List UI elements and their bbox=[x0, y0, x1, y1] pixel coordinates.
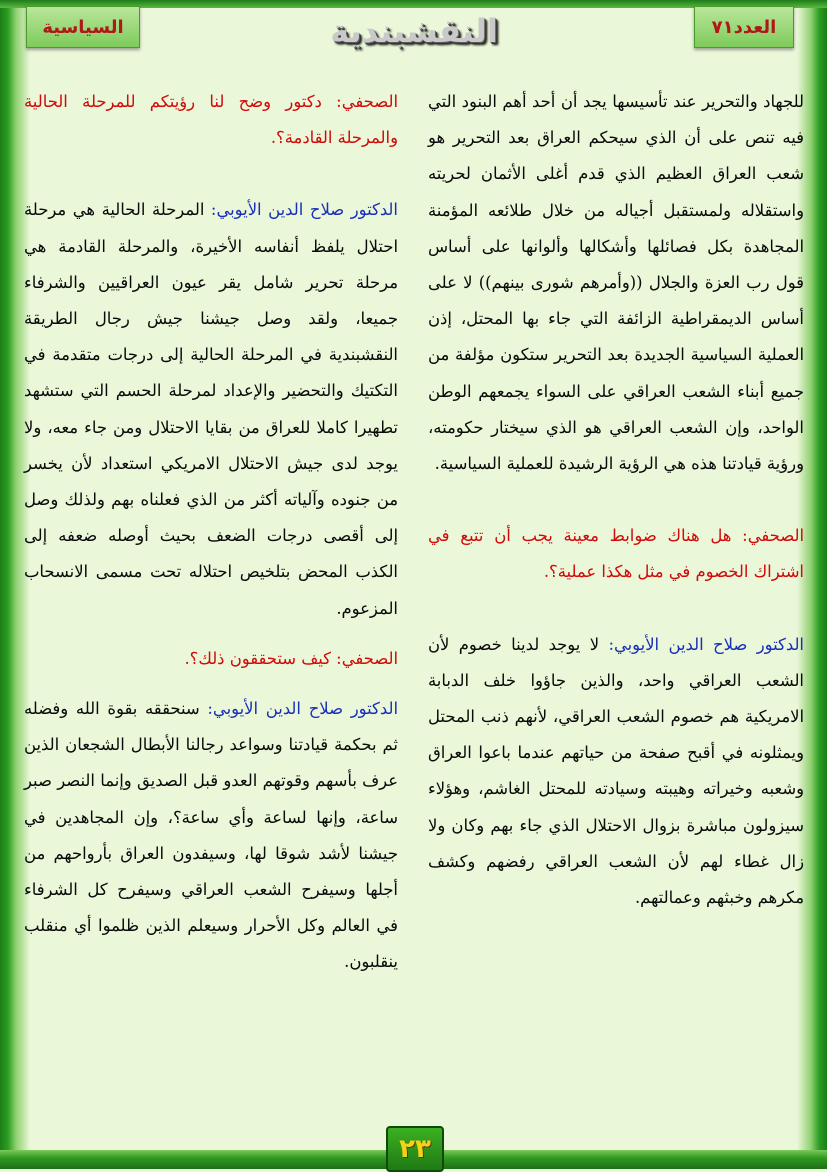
section-tab bbox=[26, 6, 140, 48]
answer-paragraph bbox=[24, 192, 398, 626]
interviewer-question: الصحفي: دكتور وضح لنا رؤيتكم للمرحلة الحالية والمرحلة القادمة؟. bbox=[24, 92, 398, 148]
interviewer-question: الصحفي: هل هناك ضوابط معينة يجب أن تتبع في اشتراك الخصوم في مثل هكذا عملية؟. bbox=[428, 526, 804, 582]
speaker-name: الدكتور صلاح الدين الأيوبي: bbox=[210, 200, 398, 220]
answer-text: سنحققه بقوة الله وفضله ثم بحكمة قيادتنا وسواعد رجالنا الأبطال الشجعان الذين عرف بأسهم وقوتهم العدو قبل الصديق وإنما النصر صبر ساعة، وإنها لساعة وأي ساعة؟، وإن المجاهدين في جيشنا لأشد شوقا لها، وسيفدون العراق بأرواحهم من أجلها وسيفرح الشعب العراقي وسيفرح كل الشرفاء في العالم وكل الأحرار وسيعلم الذين ظلموا أي منقلب ينقلبون. bbox=[24, 699, 398, 972]
speaker-name: الدكتور صلاح الدين الأيوبي: bbox=[207, 699, 398, 719]
section-label: السياسية bbox=[42, 16, 124, 38]
spacer bbox=[428, 591, 804, 627]
interviewer-question: الصحفي: كيف ستحققون ذلك؟. bbox=[184, 648, 398, 668]
issue-label: العدد٧١ bbox=[711, 16, 777, 38]
answer-paragraph bbox=[428, 627, 804, 917]
page-number-badge bbox=[386, 1126, 444, 1172]
spacer bbox=[24, 627, 398, 641]
magazine-title: النقشبندية bbox=[330, 12, 498, 50]
spacer bbox=[24, 677, 398, 691]
answer-text: المرحلة الحالية هي مرحلة احتلال يلفظ أنفاسه الأخيرة، والمرحلة القادمة هي مرحلة تحرير شامل يقر عيون العراقيين والشرفاء جميعا، ولقد وصل جيشنا جيش رجال الطريقة النقشبندية في المرحلة الحالية إلى درجات متقدمة في التكتيك والتحضير والإعداد لمرحلة الحسم التي ستشهد تطهيرا كاملا للعراق من بقايا الاحتلال ومن جاء معه، ولا يوجد لدى جيش الاحتلال الامريكي استعداد لأن يخسر من جنوده وآلياته أكثر من الذي فعلناه بهم ولذلك وصل إلى أقصى درجات الضعف بحيث أوصله ضعفه إلى الكذب المحض بتلخيص احتلاله تحت مسمى الانسحاب المزعوم. bbox=[24, 200, 398, 618]
spacer bbox=[428, 482, 804, 518]
issue-tab bbox=[694, 6, 794, 48]
right-column bbox=[428, 84, 804, 916]
answer-paragraph bbox=[24, 691, 398, 981]
left-column bbox=[24, 84, 398, 981]
spacer bbox=[24, 156, 398, 192]
answer-text: لا يوجد لدينا خصوم لأن الشعب العراقي واحد، والذين جاؤوا خلف الدبابة الامريكية هم خصوم الشعب العراقي، لأنهم ذنب المحتل ويمثلونه في أقبح صفحة من حياتهم عندما باعوا العراق وشعبه وخيراته وهيبته وسيادته للمحتل الغاشم، وهؤلاء سيزولون مباشرة بزوال الاحتلال الذي جاء بهم وكان ولا زال غطاء لهم لأن الشعب العراقي رفضهم وكشف مكرهم وخبثهم وعمالتهم. bbox=[428, 634, 804, 908]
masthead bbox=[300, 6, 528, 56]
speaker-name: الدكتور صلاح الدين الأيوبي: bbox=[608, 634, 804, 654]
page-number: ٢٣ bbox=[399, 1134, 431, 1164]
paragraph: للجهاد والتحرير عند تأسيسها يجد أن أحد أهم البنود التي فيه تنص على أن الذي سيحكم العراق بعد التحرير هو شعب العراق العظيم الذي قدم أغلى الأثمان لحريته واستقلاله ولمستقبل أجياله من خلال طلائعه المؤمنة المجاهدة بكل فصائلها وأشكالها وألوانها على أساس قول رب العزة والجلال ((وأمرهم شورى بينهم)) لا على أساس الديمقراطية الزائفة التي جاء بها المحتل، إذن العملية السياسية الجديدة بعد التحرير ستكون مؤلفة من جميع أبناء الشعب العراقي على السواء يجمعهم الوطن الواحد، وإن الشعب العراقي هو الذي سيختار حكومته، ورؤية قيادتنا هذه هي الرؤية الرشيدة للعملية السياسية. bbox=[428, 92, 804, 474]
